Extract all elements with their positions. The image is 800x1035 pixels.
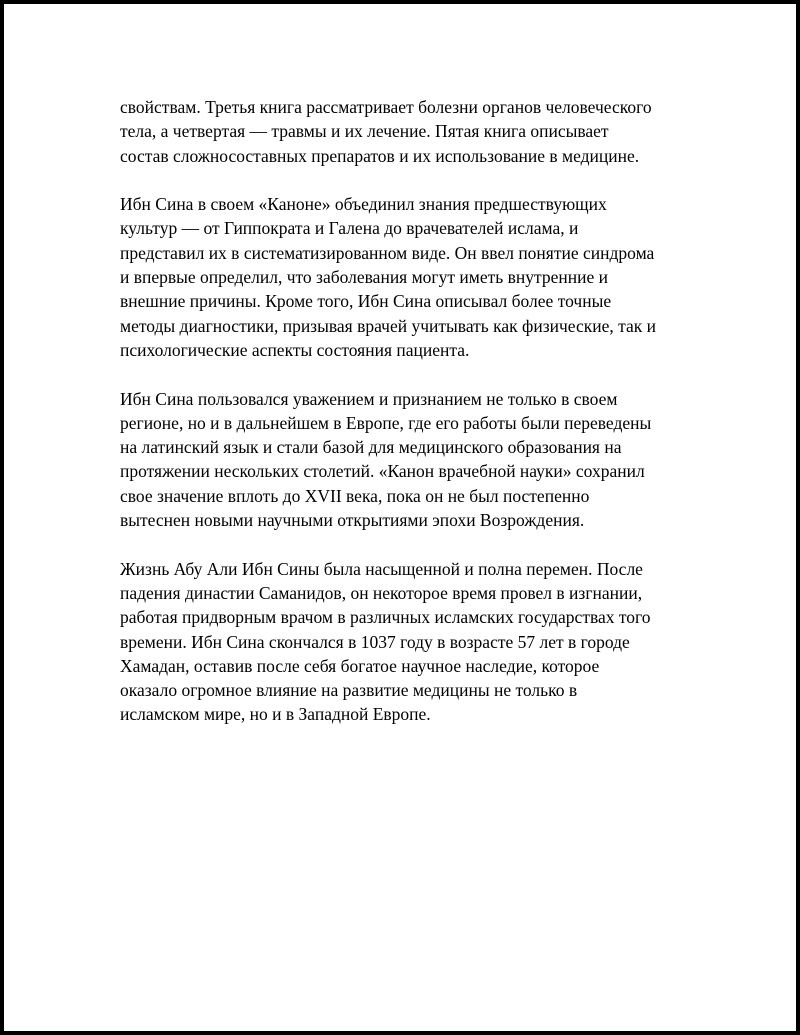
text-line: оказало огромное влияние на развитие медицины не только в [120, 680, 578, 701]
paragraph-4 [120, 557, 700, 727]
text-line: Ибн Сина в своем «Каноне» объединил знания предшествующих [120, 194, 607, 215]
paragraph-2 [120, 192, 700, 362]
text-line: регионе, но и в дальнейшем в Европе, где его работы были переведены [120, 412, 652, 433]
text-line: культур — от Гиппократа и Галена до врачевателей ислама, и [120, 218, 579, 239]
text-line: тела, а четвертая — травмы и их лечение. Пятая книга описывает [120, 121, 609, 142]
text-line: падения династии Саманидов, он некоторое время провел в изгнании, [120, 582, 643, 603]
text-line: методы диагностики, призывая врачей учитывать как физические, так и [120, 315, 657, 336]
document-body [120, 95, 700, 751]
text-line: Хамадан, оставив после себя богатое научное наследие, которое [120, 655, 600, 676]
text-line: вытеснен новыми научными открытиями эпохи Возрождения. [120, 510, 585, 531]
text-line: протяжении нескольких столетий. «Канон врачебной науки» сохранил [120, 461, 645, 482]
paragraph-1 [120, 95, 700, 168]
text-line: Жизнь Абу Али Ибн Сины была насыщенной и полна перемен. После [120, 558, 643, 579]
paragraph-3 [120, 387, 700, 533]
text-line: и впервые определил, что заболевания могут иметь внутренние и [120, 267, 608, 288]
text-line: свое значение вплоть до XVII века, пока он не был постепенно [120, 485, 590, 506]
text-line: работая придворным врачом в различных исламских государствах того [120, 607, 651, 628]
text-line: исламском мире, но и в Западной Европе. [120, 704, 431, 725]
text-line: времени. Ибн Сина скончался в 1037 году в возрасте 57 лет в городе [120, 631, 630, 652]
text-line: внешние причины. Кроме того, Ибн Сина описывал более точные [120, 291, 612, 312]
text-line: психологические аспекты состояния пациента. [120, 339, 470, 360]
text-line: Ибн Сина пользовался уважением и признанием не только в своем [120, 388, 618, 409]
text-line: на латинский язык и стали базой для медицинского образования на [120, 437, 622, 458]
text-line: состав сложносоставных препаратов и их использование в медицине. [120, 145, 640, 166]
text-line: представил их в систематизированном виде. Он ввел понятие синдрома [120, 242, 655, 263]
text-line: свойствам. Третья книга рассматривает болезни органов человеческого [120, 97, 652, 117]
